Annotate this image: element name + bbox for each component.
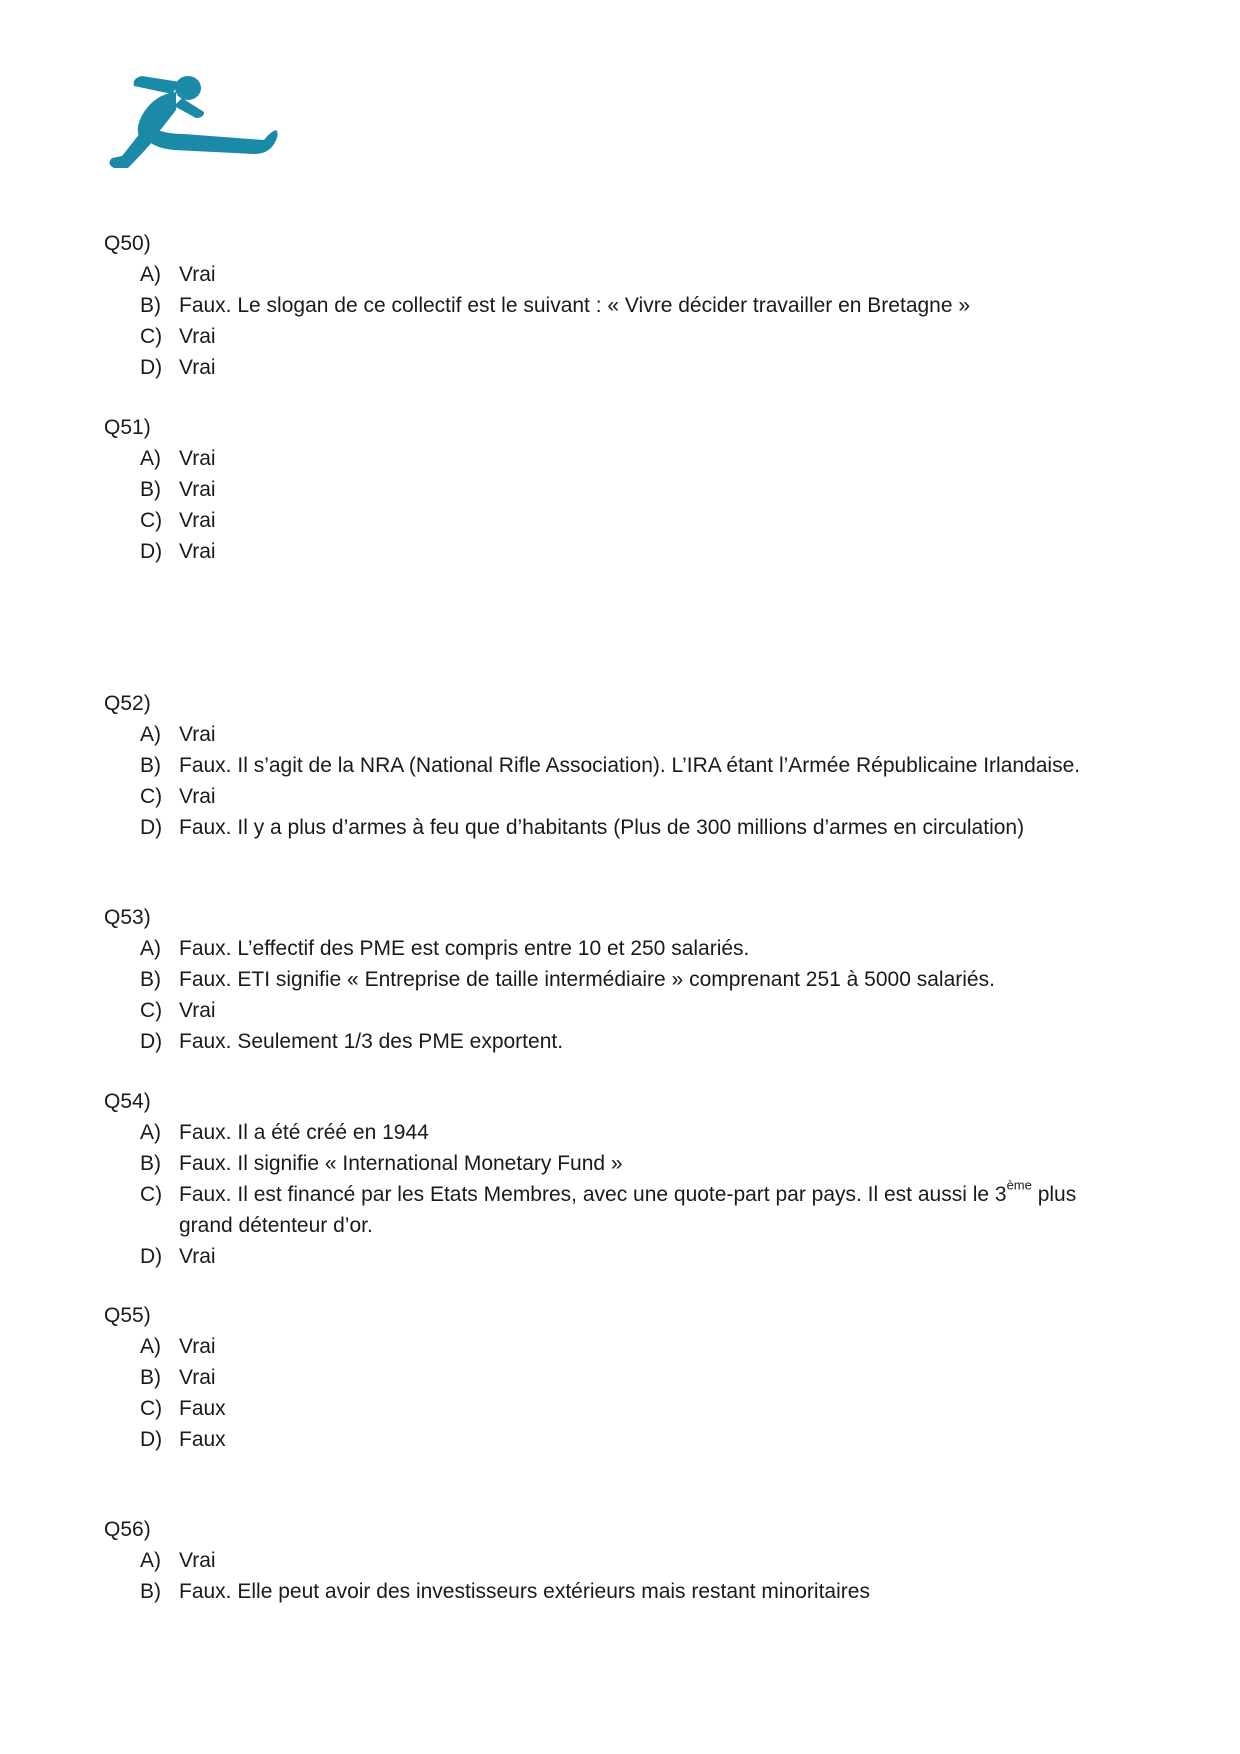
answer-letter: B) bbox=[140, 754, 161, 777]
answer-letter: A) bbox=[140, 447, 161, 470]
question-block-q54 bbox=[104, 1086, 1134, 1272]
question-block-q51 bbox=[104, 412, 1134, 567]
answer-item bbox=[104, 443, 1134, 474]
answer-letter: B) bbox=[140, 478, 161, 501]
answer-text: Vrai bbox=[179, 478, 216, 501]
answer-item bbox=[104, 290, 1134, 321]
answer-item bbox=[104, 933, 1134, 964]
answer-letter: C) bbox=[140, 999, 163, 1022]
answer-text: Vrai bbox=[179, 1335, 216, 1358]
answer-item bbox=[104, 1241, 1134, 1272]
answer-letter: A) bbox=[140, 263, 161, 286]
answer-text: Vrai bbox=[179, 540, 216, 563]
answer-letter: B) bbox=[140, 968, 161, 991]
answer-letter: A) bbox=[140, 1549, 161, 1572]
answer-text: Vrai bbox=[179, 785, 216, 808]
answer-letter: B) bbox=[140, 1580, 161, 1603]
answer-text: Vrai bbox=[179, 723, 216, 746]
answer-letter: D) bbox=[140, 356, 163, 379]
answer-letter: D) bbox=[140, 816, 163, 839]
answer-letter: C) bbox=[140, 785, 163, 808]
answer-item bbox=[104, 352, 1134, 383]
question-label: Q53) bbox=[104, 906, 151, 929]
answer-text: Faux. Il a été créé en 1944 bbox=[179, 1121, 429, 1144]
answer-item bbox=[104, 781, 1134, 812]
answer-item bbox=[104, 1545, 1134, 1576]
answer-letter: A) bbox=[140, 1121, 161, 1144]
answer-item bbox=[104, 1331, 1134, 1362]
answer-item bbox=[104, 1362, 1134, 1393]
answer-text: Vrai bbox=[179, 263, 216, 286]
answer-item bbox=[104, 474, 1134, 505]
answer-item bbox=[104, 505, 1134, 536]
answer-letter: B) bbox=[140, 294, 161, 317]
question-block-q52 bbox=[104, 688, 1134, 843]
answer-text: Faux bbox=[179, 1428, 226, 1451]
answer-text: Faux. ETI signifie « Entreprise de taille intermédiaire » comprenant 251 à 5000 salariés. bbox=[179, 968, 995, 991]
answer-text: Faux. Il s’agit de la NRA (National Rifle Association). L’IRA étant l’Armée Républicaine Irlandaise. bbox=[179, 754, 1081, 777]
answer-item bbox=[104, 1424, 1134, 1455]
answer-letter: D) bbox=[140, 1030, 163, 1053]
answer-item bbox=[104, 995, 1134, 1026]
answer-text: Vrai bbox=[179, 999, 216, 1022]
answer-item bbox=[104, 1179, 1134, 1241]
answer-text: Faux. Le slogan de ce collectif est le suivant : « Vivre décider travailler en Bretagne » bbox=[179, 294, 971, 317]
question-label: Q52) bbox=[104, 692, 151, 715]
answer-letter: C) bbox=[140, 509, 163, 532]
question-label: Q51) bbox=[104, 416, 151, 439]
answer-letter: A) bbox=[140, 723, 161, 746]
answer-item bbox=[104, 1117, 1134, 1148]
answer-item bbox=[104, 259, 1134, 290]
answer-text: Vrai bbox=[179, 447, 216, 470]
answer-letter: D) bbox=[140, 1428, 163, 1451]
answer-text: Faux. Seulement 1/3 des PME exportent. bbox=[179, 1030, 564, 1053]
answer-text: Faux. Elle peut avoir des investisseurs extérieurs mais restant minoritaires bbox=[179, 1580, 870, 1603]
answer-letter: D) bbox=[140, 1245, 163, 1268]
question-label: Q50) bbox=[104, 232, 151, 255]
answer-letter: C) bbox=[140, 1183, 163, 1206]
answer-letter: A) bbox=[140, 937, 161, 960]
question-label: Q54) bbox=[104, 1090, 151, 1113]
answer-text: Vrai bbox=[179, 356, 216, 379]
answer-letter: D) bbox=[140, 540, 163, 563]
answer-item bbox=[104, 1576, 1134, 1607]
answer-text: Vrai bbox=[179, 325, 216, 348]
answer-letter: A) bbox=[140, 1335, 161, 1358]
answer-item bbox=[104, 719, 1134, 750]
answer-item bbox=[104, 536, 1134, 567]
runner-logo-icon bbox=[104, 72, 284, 180]
ordinal-superscript: ème bbox=[1006, 1177, 1032, 1193]
question-label: Q56) bbox=[104, 1518, 151, 1541]
answer-letter: B) bbox=[140, 1152, 161, 1175]
answer-text-continuation: plus grand détenteur d’or. bbox=[179, 1183, 1077, 1237]
answer-item bbox=[104, 1148, 1134, 1179]
answer-text: Vrai bbox=[179, 1245, 216, 1268]
question-label: Q55) bbox=[104, 1304, 151, 1327]
answer-text: Vrai bbox=[179, 509, 216, 532]
answer-item bbox=[104, 964, 1134, 995]
answer-letter: B) bbox=[140, 1366, 161, 1389]
answer-item bbox=[104, 321, 1134, 352]
answer-text: Faux. Il est financé par les Etats Membres, avec une quote-part par pays. Il est aussi le 3 bbox=[179, 1183, 1007, 1206]
answer-letter: C) bbox=[140, 325, 163, 348]
answer-text: Faux. L’effectif des PME est compris entre 10 et 250 salariés. bbox=[179, 937, 750, 960]
answer-item bbox=[104, 812, 1134, 843]
answer-text: Faux. Il y a plus d’armes à feu que d’habitants (Plus de 300 millions d’armes en circulation) bbox=[179, 816, 1025, 839]
answer-text: Faux. Il signifie « International Monetary Fund » bbox=[179, 1152, 623, 1175]
answer-text: Vrai bbox=[179, 1366, 216, 1389]
answer-item bbox=[104, 1393, 1134, 1424]
answer-item bbox=[104, 750, 1134, 781]
answer-item bbox=[104, 1026, 1134, 1057]
question-block-q55 bbox=[104, 1300, 1134, 1455]
question-block-q53 bbox=[104, 902, 1134, 1057]
question-block-q56 bbox=[104, 1514, 1134, 1607]
answer-text: Vrai bbox=[179, 1549, 216, 1572]
answer-text: Faux bbox=[179, 1397, 226, 1420]
question-block-q50 bbox=[104, 228, 1134, 383]
answer-letter: C) bbox=[140, 1397, 163, 1420]
